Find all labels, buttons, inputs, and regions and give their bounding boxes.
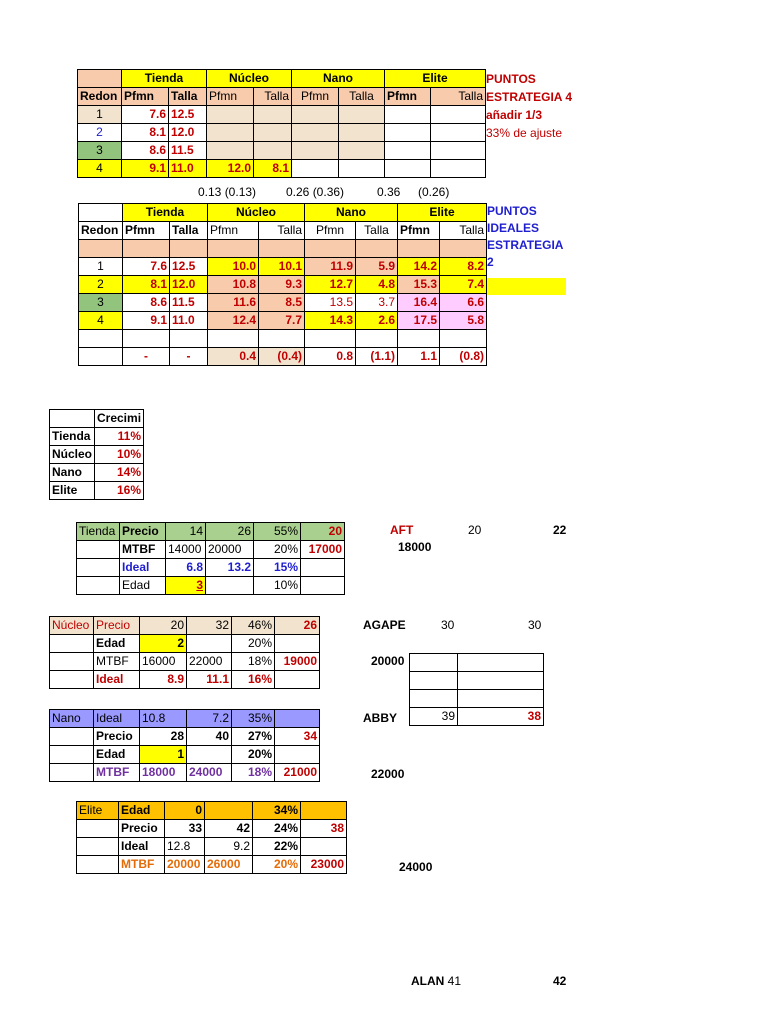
table-row: Tienda 11% xyxy=(50,428,144,446)
table-row: 4 9.1 11.0 12.4 7.7 14.3 2.6 17.5 5.8 xyxy=(79,312,487,330)
diff-row: - - 0.4 (0.4) 0.8 (1.1) 1.1 (0.8) xyxy=(79,348,487,366)
group-header: Tienda xyxy=(123,204,208,222)
col-header: Pfmn xyxy=(207,88,254,106)
table-row: Núcleo 10% xyxy=(50,446,144,464)
table-row: Ideal 8.9 11.1 16% xyxy=(50,671,320,689)
table-row: Precio 28 40 27% 34 xyxy=(50,728,320,746)
table-row: Elite Edad 0 34% xyxy=(77,802,347,820)
table-row: 2 8.1 12.0 10.8 9.3 12.7 4.8 15.3 7.4 xyxy=(79,276,487,294)
group-header: Elite xyxy=(385,70,486,88)
col-header: Pfmn xyxy=(385,88,431,106)
table-row: 2 8.1 12.0 xyxy=(78,124,486,142)
strategy4-table xyxy=(77,69,486,178)
col-header: Pfmn xyxy=(122,88,169,106)
table-row: 3 8.6 11.5 xyxy=(78,142,486,160)
empty-grid: 39 38 xyxy=(409,653,544,726)
highlight-cell xyxy=(487,278,566,295)
group-header: Núcleo xyxy=(208,204,305,222)
nucleo-table xyxy=(49,616,320,689)
table-row: MTBF 18000 24000 18% 21000 xyxy=(50,764,320,782)
col-header: Redon xyxy=(78,88,122,106)
table-row: 3 8.6 11.5 11.6 8.5 13.5 3.7 16.4 6.6 xyxy=(79,294,487,312)
table-row: Ideal 6.8 13.2 15% xyxy=(77,559,345,577)
growth-header: Crecimi xyxy=(95,410,144,428)
competitor-name: AFT xyxy=(390,523,414,537)
table-row: Elite 16% xyxy=(50,482,144,500)
table-row: Ideal 12.8 9.2 22% xyxy=(77,838,347,856)
col-header: Talla xyxy=(339,88,385,106)
table-row: Nano Ideal 10.8 7.2 35% xyxy=(50,710,320,728)
col-header: Talla xyxy=(254,88,292,106)
col-header: Pfmn xyxy=(292,88,339,106)
group-header: Tienda xyxy=(122,70,207,88)
elite-table xyxy=(76,801,347,874)
group-header: Núcleo xyxy=(207,70,292,88)
table-row: 1 7.6 12.5 xyxy=(78,106,486,124)
competitor-name: AGAPE xyxy=(363,618,406,632)
strategy2-table: Tienda Núcleo Nano Elite Redon Pfmn Talla Pfmn Talla Pfmn Talla Pfmn Talla 1 7.6 12.5 10.0 10.1 11.9 5.9 14.2 8.2 2 8.1 12.0 10.8 9.3 12.7 4.8 15.3 7.4 3 8.6 11.5 11.6 8.5 13.5 3.7 16.4 6.6 4 9.1 11.0 12.4 7.7 14.3 2.6 17.5 5.8 - - 0.4 (0.4) 0.8 (1.1) 1.1 (0.8) xyxy=(78,203,487,366)
group-header: Nano xyxy=(292,70,385,88)
col-header: Talla xyxy=(169,88,207,106)
corner-cell xyxy=(78,70,122,88)
table-row: Edad 1 20% xyxy=(50,746,320,764)
table-row: Nano 14% xyxy=(50,464,144,482)
table-row: MTBF 16000 22000 18% 19000 xyxy=(50,653,320,671)
competitor-name: ABBY xyxy=(363,711,398,725)
table-row: Tienda Precio 14 26 55% 20 xyxy=(77,523,345,541)
strategy4-notes: PUNTOS ESTRATEGIA 4 añadir 1/3 33% de ajuste xyxy=(486,72,573,140)
adjust-values: 0.13 (0.13) xyxy=(198,185,257,199)
growth-table xyxy=(49,409,144,500)
col-header: Redon xyxy=(79,222,123,240)
table-row: 4 9.1 11.0 12.0 8.1 xyxy=(78,160,486,178)
group-header: Nano xyxy=(305,204,398,222)
competitor-alan: ALAN 41 xyxy=(411,974,462,988)
table-row: Precio 33 42 24% 38 xyxy=(77,820,347,838)
table-row: 1 7.6 12.5 10.0 10.1 11.9 5.9 14.2 8.2 xyxy=(79,258,487,276)
col-header: Talla xyxy=(431,88,486,106)
table-row: Edad 3 10% xyxy=(77,577,345,595)
group-header: Elite xyxy=(398,204,487,222)
nano-table xyxy=(49,709,320,782)
tienda-table xyxy=(76,522,345,595)
table-row: MTBF 20000 26000 20% 23000 xyxy=(77,856,347,874)
table-row: Edad 2 20% xyxy=(50,635,320,653)
table-row: MTBF 14000 20000 20% 17000 xyxy=(77,541,345,559)
strategy2-notes: PUNTOS IDEALES ESTRATEGIA 2 xyxy=(487,204,564,269)
table-row: Núcleo Precio 20 32 46% 26 xyxy=(50,617,320,635)
